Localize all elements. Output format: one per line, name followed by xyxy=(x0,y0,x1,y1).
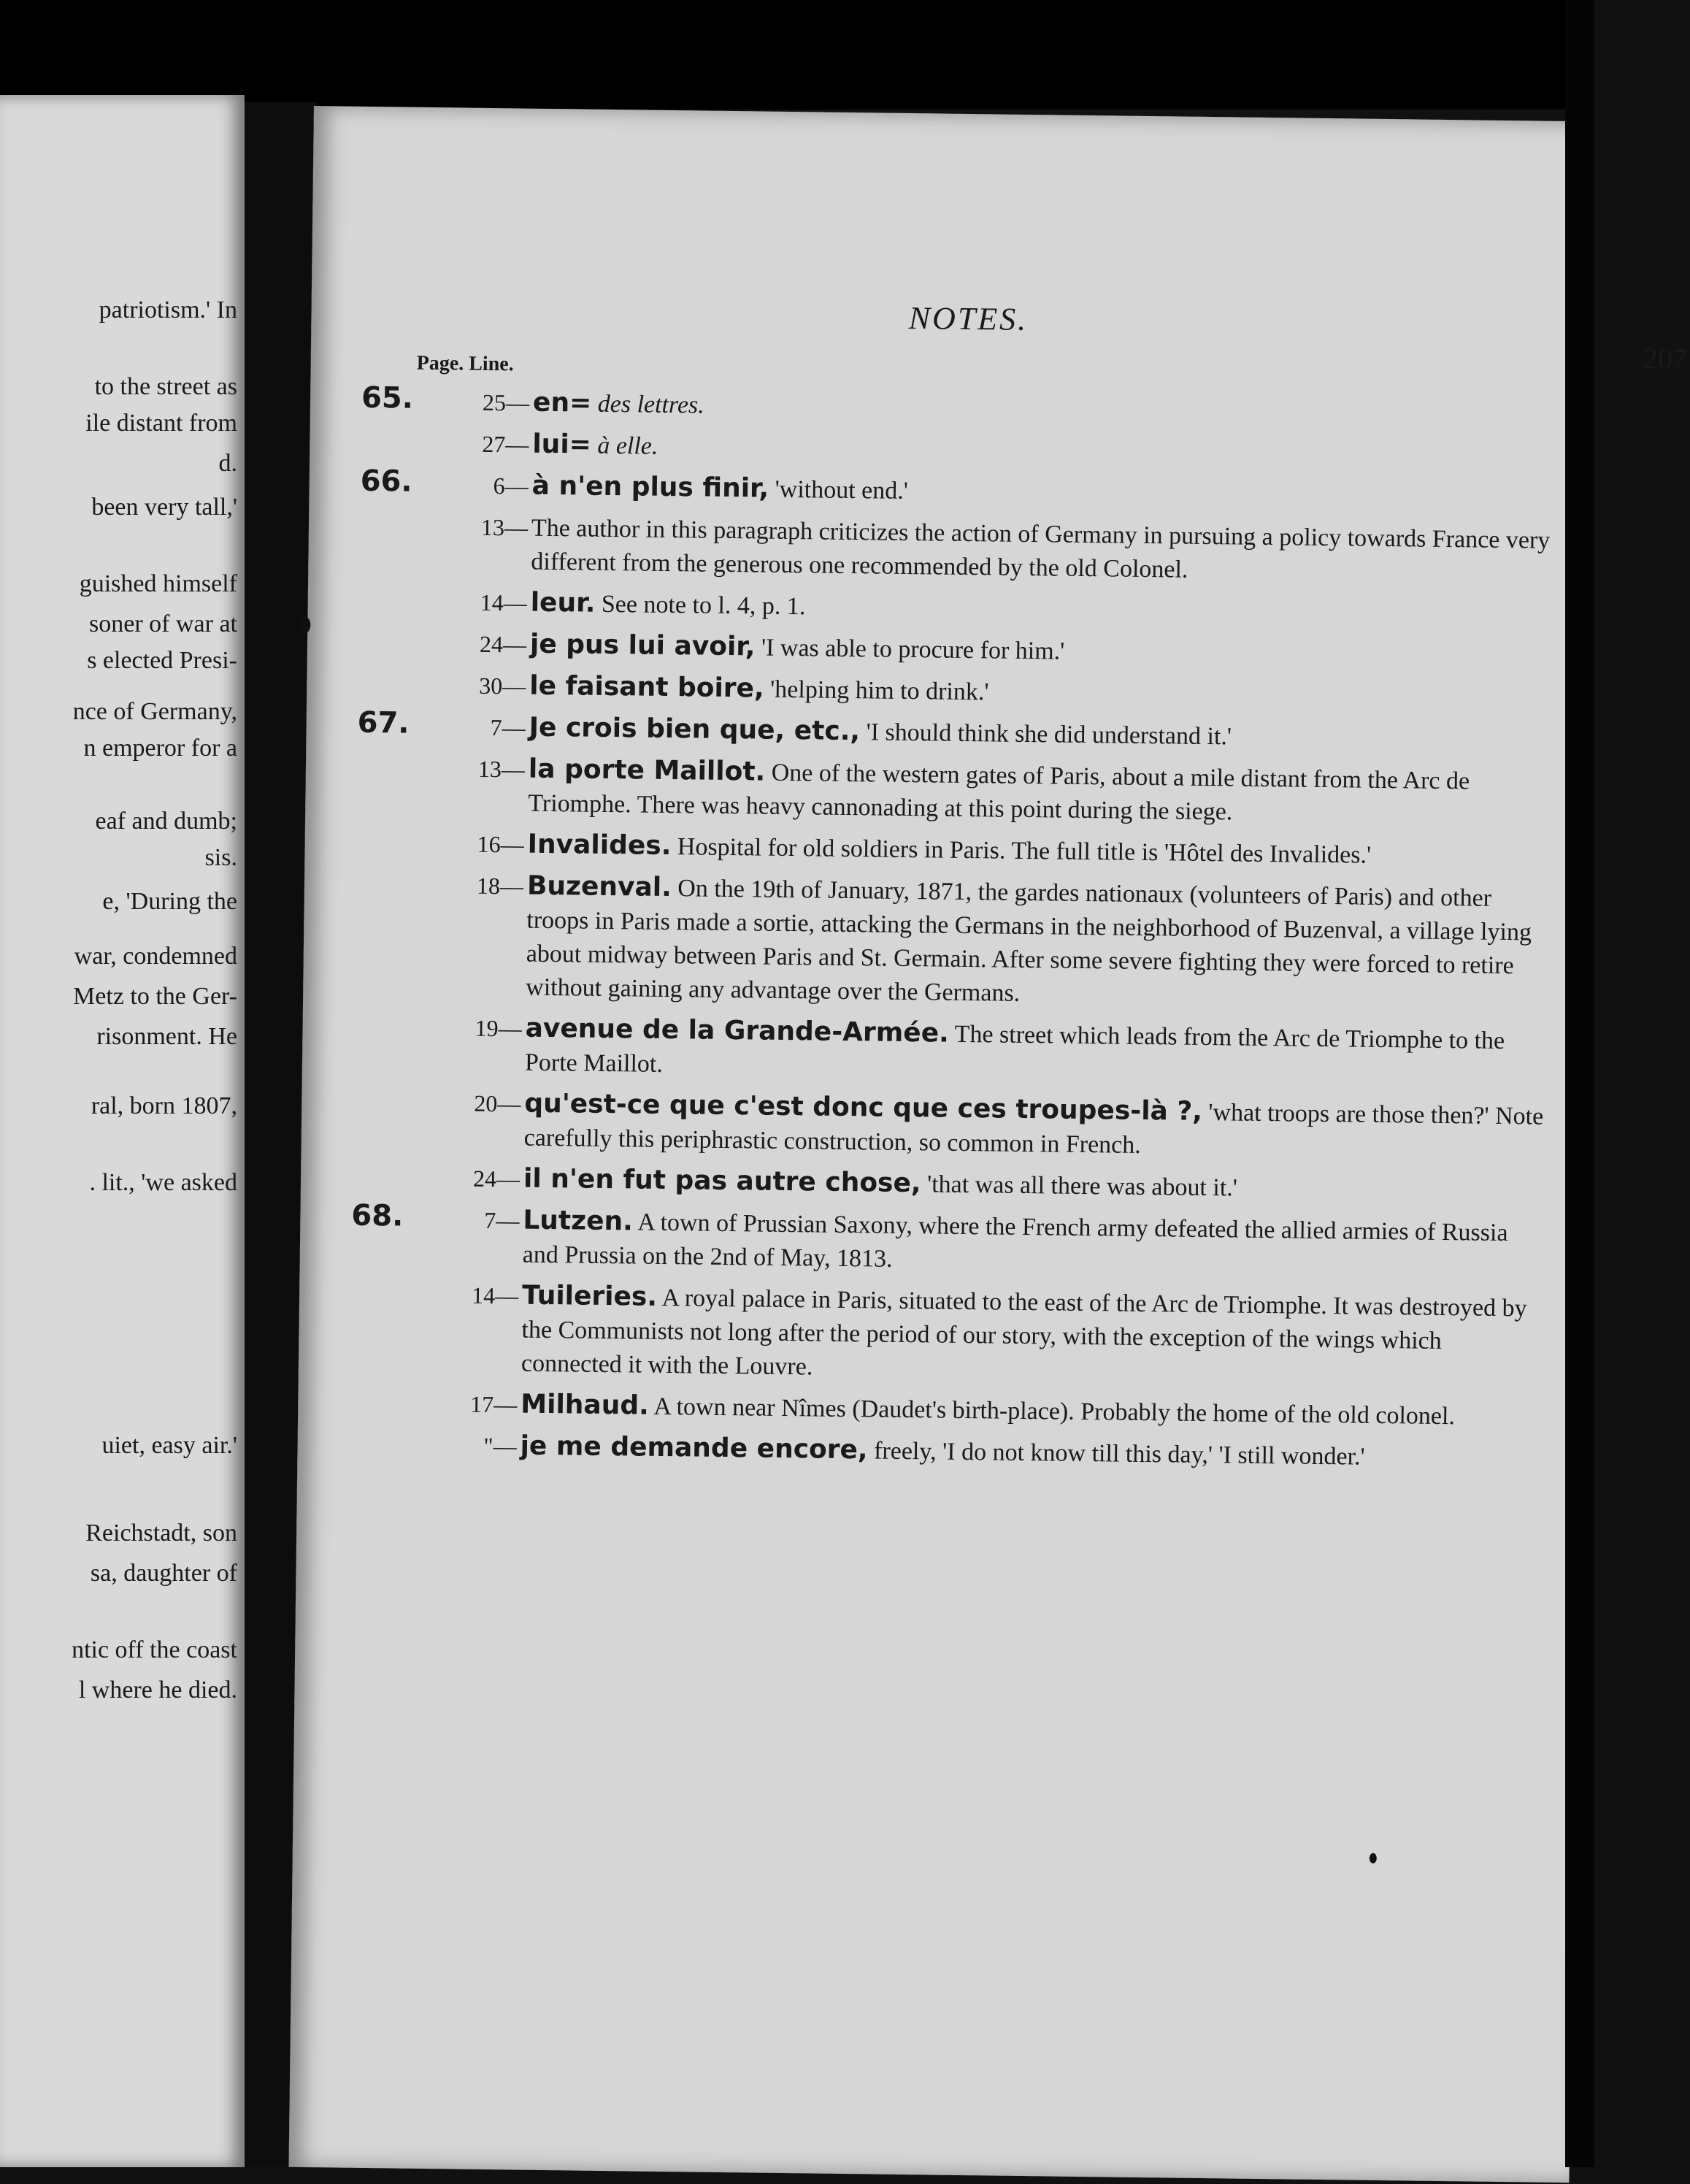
note-line-number: 17— xyxy=(470,1390,518,1418)
note-entry xyxy=(356,826,1553,875)
page-number: 207 xyxy=(1643,342,1688,376)
note-page-number xyxy=(350,1383,423,1384)
left-page-line: patriotism.' In xyxy=(99,296,237,323)
note-text: The street which leads from the Arc de Triomphe to the Porte Maillot. xyxy=(524,1020,1505,1078)
note-headword: Milhaud. xyxy=(521,1389,650,1421)
note-headword: Buzenval. xyxy=(526,870,672,903)
left-page-line: s elected Presi- xyxy=(87,647,237,674)
note-page-number xyxy=(352,1157,425,1158)
left-page-line: guished himself xyxy=(79,570,237,597)
note-line-number: 13— xyxy=(480,513,529,541)
note-entry xyxy=(352,1085,1550,1168)
right-page xyxy=(289,106,1688,2183)
left-page-line: soner of war at xyxy=(89,610,237,637)
left-page-line: n emperor for a xyxy=(83,735,237,762)
left-page-fragment xyxy=(0,95,245,2167)
note-text: The author in this paragraph criticizes the action of Germany in pursuing a policy towards France very different from the generous one recommended by the old Colonel. xyxy=(531,514,1551,583)
left-page-line: nce of Germany, xyxy=(72,698,237,725)
note-entry xyxy=(358,667,1555,716)
left-page-line: uiet, easy air.' xyxy=(101,1432,237,1459)
note-line-number: 24— xyxy=(479,630,527,658)
left-page-line: d. xyxy=(218,450,237,477)
note-page-number: 66. xyxy=(360,464,412,499)
note-text: 'without end.' xyxy=(775,475,909,505)
note-text: 'I should think she did understand it.' xyxy=(866,719,1232,751)
note-entry xyxy=(348,1428,1545,1476)
note-text: A town near Nîmes (Daudet's birth-place). Probably the home of the old colonel. xyxy=(653,1392,1456,1430)
note-headword: Tuileries. xyxy=(521,1280,658,1312)
note-entry xyxy=(361,426,1558,475)
note-headword: lui= xyxy=(532,429,592,460)
note-text: A town of Prussian Saxony, where the French army defeated the allied armies of Russia and Prussia on the 2nd of May, 1813. xyxy=(522,1208,1508,1273)
note-entry xyxy=(358,626,1556,675)
note-page-number xyxy=(360,506,433,507)
left-page-line: ile distant from xyxy=(85,410,237,437)
note-entry xyxy=(361,380,1559,433)
note-line-number: "— xyxy=(483,1432,517,1460)
note-line-number: 24— xyxy=(472,1165,521,1192)
left-page-line: sa, daughter of xyxy=(90,1560,237,1587)
note-headword: Lutzen. xyxy=(523,1205,634,1237)
note-page-number: 67. xyxy=(357,705,410,740)
note-page-number xyxy=(358,623,431,624)
left-page-line: eaf and dumb; xyxy=(95,808,237,835)
note-text: 'what troops are those then?' Note carefully this periphrastic construction, so common in French. xyxy=(523,1099,1544,1159)
note-entry xyxy=(358,584,1556,633)
note-entry xyxy=(354,867,1553,1017)
left-page-line: risonment. He xyxy=(96,1023,237,1050)
note-headword: le faisant boire, xyxy=(529,670,764,704)
note-page-number xyxy=(359,581,432,582)
note-text: See note to l. 4, p. 1. xyxy=(601,590,806,621)
note-line-number: 16— xyxy=(477,830,524,858)
ink-spot xyxy=(300,617,310,633)
note-page-number xyxy=(350,1274,423,1275)
left-page-line: to the street as xyxy=(94,373,237,400)
note-entry xyxy=(350,1277,1548,1393)
note-line-number: 13— xyxy=(477,755,526,783)
note-page-number xyxy=(361,423,434,424)
note-headword: il n'en fut pas autre chose, xyxy=(523,1163,921,1199)
note-entry xyxy=(359,509,1557,591)
note-entry xyxy=(351,1198,1549,1284)
left-page-line: Reichstadt, son xyxy=(85,1520,237,1547)
note-entry xyxy=(356,751,1554,833)
note-headword: en= xyxy=(532,387,592,418)
note-text: Hospital for old soldiers in Paris. The full title is 'Hôtel des Invalides.' xyxy=(677,833,1372,869)
note-line-number: 7— xyxy=(484,1206,520,1234)
left-page-line: l where he died. xyxy=(78,1677,237,1704)
note-headword: je me demande encore, xyxy=(520,1430,868,1465)
note-line-number: 30— xyxy=(479,672,526,700)
note-entry xyxy=(353,1010,1551,1092)
note-headword: Invalides. xyxy=(527,829,672,862)
note-line-number: 25— xyxy=(482,388,530,416)
left-page-line: war, condemned xyxy=(74,943,237,970)
note-text: freely, 'I do not know till this day,' 'I still wonder.' xyxy=(873,1437,1365,1471)
note-text: 'helping him to drink.' xyxy=(769,675,989,706)
left-page-line: . lit., 'we asked xyxy=(89,1169,237,1196)
left-page-line: ral, born 1807, xyxy=(91,1092,237,1119)
notes-list xyxy=(348,380,1559,1484)
note-line-number: 27— xyxy=(482,430,529,458)
note-text: 'that was all there was about it.' xyxy=(926,1170,1238,1202)
scan-top-shadow xyxy=(0,0,1594,110)
note-headword: avenue de la Grande-Armée. xyxy=(525,1013,950,1049)
note-page-number xyxy=(356,823,429,824)
left-page-line: been very tall,' xyxy=(91,494,237,521)
note-line-number: 6— xyxy=(493,472,529,499)
note-text: 'I was able to procure for him.' xyxy=(761,634,1065,665)
note-line-number: 14— xyxy=(471,1281,519,1309)
note-entry xyxy=(360,464,1557,516)
left-page-line: Metz to the Ger- xyxy=(73,983,237,1010)
note-text: On the 19th of January, 1871, the gardes nationaux (volunteers of Paris) and other troops in Paris made a sortie, attacking the Germans in the neighborhood of Buzenval, a village lying about midway between Paris and St. Germain. After some severe fighting they were forced to retire without gaining any advantage over the Germans. xyxy=(526,875,1532,1007)
note-headword: je pus lui avoir, xyxy=(529,629,756,662)
note-line-number: 18— xyxy=(476,872,524,900)
note-line-number: 19— xyxy=(475,1014,522,1042)
note-line-number: 14— xyxy=(480,589,527,616)
running-title: NOTES. xyxy=(908,299,1029,337)
note-page-number xyxy=(354,1007,427,1008)
note-headword: la porte Maillot. xyxy=(528,754,766,787)
note-line-number: 20— xyxy=(474,1089,521,1117)
note-headword: Je crois bien que, etc., xyxy=(529,712,861,747)
column-heading: Page. Line. xyxy=(416,351,514,376)
note-text: des lettres. xyxy=(597,390,705,419)
note-headword: leur. xyxy=(530,587,596,618)
note-page-number xyxy=(358,664,431,665)
note-entry xyxy=(352,1160,1549,1209)
note-page-number: 68. xyxy=(351,1198,404,1233)
note-page-number xyxy=(353,1082,426,1083)
left-page-line: ntic off the coast xyxy=(72,1636,237,1663)
note-headword: à n'en plus finir, xyxy=(531,470,769,504)
note-text: A royal palace in Paris, situated to the east of the Arc de Triomphe. It was destroyed by the Communists not long after the period of our story, with the exception of the wings which connected it with the Louvre. xyxy=(521,1284,1527,1381)
ink-spot xyxy=(1370,1853,1377,1863)
note-line-number: 7— xyxy=(490,714,526,741)
note-text: à elle. xyxy=(597,432,658,460)
note-entry xyxy=(349,1386,1546,1435)
left-page-line: e, 'During the xyxy=(102,888,237,915)
left-page-line: sis. xyxy=(204,844,237,871)
note-text: One of the western gates of Paris, about a mile distant from the Arc de Triomphe. There was heavy cannonading at this point during the siege. xyxy=(528,759,1470,826)
note-entry xyxy=(357,705,1554,758)
note-page-number: 65. xyxy=(361,380,414,415)
scan-right-edge xyxy=(1565,0,1594,2167)
note-headword: qu'est-ce que c'est donc que ces troupes-là ?, xyxy=(524,1088,1203,1127)
